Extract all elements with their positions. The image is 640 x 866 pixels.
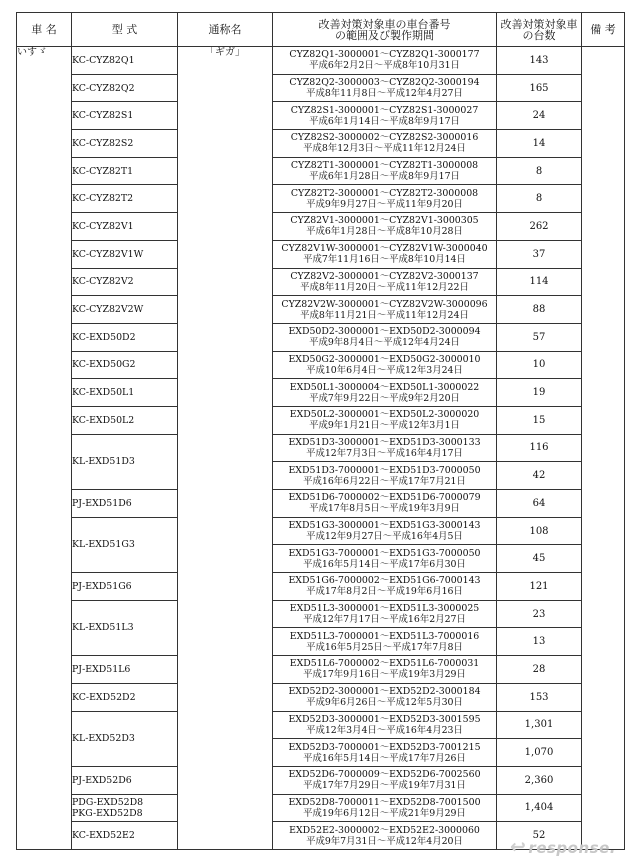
model-code: KC-CYZ82S2 [72,137,134,149]
range-cell [273,434,497,462]
range-cell [273,656,497,684]
serial-range: EXD51L3-3000001～EXD51L3-3000025 [289,603,480,615]
range-cell [273,711,497,739]
model-code: KC-CYZ82V1W [72,248,144,260]
model-cell [72,240,178,268]
serial-range: EXD50L1-3000004～EXD50L1-3000022 [289,381,480,393]
production-period: 平成8年12月3日～平成11年12月24日 [303,143,466,155]
model-code: KL-EXD51D3 [72,456,135,468]
range-cell [273,323,497,351]
production-period: 平成9年9月27日～平成11年9月20日 [306,198,463,210]
table-row [17,406,625,434]
table-row [17,351,625,379]
model-cell [72,434,178,489]
header-range [273,13,497,47]
table-row [17,573,625,601]
production-period: 平成9年6月26日～平成12年5月30日 [306,697,463,709]
range-cell [273,74,497,102]
model-cell [72,296,178,324]
count-cell: 14 [497,130,582,158]
table-row [17,185,625,213]
count-cell: 10 [497,351,582,379]
serial-range: CYZ82Q2-3000003～CYZ82Q2-3000194 [289,77,480,89]
model-cell [72,600,178,655]
serial-range: CYZ82V2W-3000001～CYZ82V2W-3000096 [281,298,488,310]
response-logo-icon: ↩ [510,836,527,858]
serial-range: EXD50L2-3000001～EXD50L2-3000020 [289,409,480,421]
table-row [17,711,625,739]
model-cell [72,130,178,158]
production-period: 平成9年7月31日～平成12年4月20日 [306,835,463,847]
model-code: KC-CYZ82V1 [72,220,134,232]
range-cell [273,185,497,213]
model-code: KC-CYZ82Q2 [72,82,135,94]
watermark-logo [510,836,616,858]
model-cell [72,47,178,75]
count-cell: 8 [497,185,582,213]
range-cell [273,130,497,158]
count-cell: 57 [497,323,582,351]
production-period: 平成7年9月22日～平成9年2月20日 [309,392,460,404]
model-code: KC-CYZ82Q1 [72,54,135,66]
production-period: 平成6年1月28日～平成8年10月28日 [306,226,463,238]
model-code: KL-EXD52D3 [72,733,135,745]
table-row [17,74,625,102]
model-code: KL-EXD51L3 [72,622,134,634]
header-count [497,13,582,47]
header-remarks: 備 考 [582,13,625,47]
serial-range: EXD51L6-7000002～EXD51L6-7000031 [289,658,480,670]
range-cell [273,600,497,628]
table-row [17,323,625,351]
header-row [17,13,625,47]
model-cell [72,517,178,572]
production-period: 平成12年7月3日～平成16年4月17日 [306,447,463,459]
model-cell [72,185,178,213]
model-code: KC-EXD50L1 [72,387,135,399]
count-cell: 1,070 [497,739,582,767]
range-cell [273,517,497,545]
model-cell [72,157,178,185]
production-period: 平成8年11月20日～平成11年12月22日 [300,281,469,293]
count-cell: 37 [497,240,582,268]
production-period: 平成12年7月17日～平成16年2月27日 [303,614,466,626]
table-row [17,517,625,545]
table-body [17,47,625,850]
serial-range: EXD52E2-3000002～EXD52E2-3000060 [289,824,480,836]
serial-range: CYZ82V1-3000001～CYZ82V1-3000305 [290,215,479,227]
remarks-cell [582,47,625,850]
model-cell [72,794,178,822]
model-code: KC-EXD50G2 [72,359,136,371]
range-cell [273,213,497,241]
range-cell [273,102,497,130]
table-row [17,766,625,794]
count-cell: 143 [497,47,582,75]
range-cell [273,739,497,767]
model-code: PJ-EXD52D6 [72,774,132,786]
count-cell: 121 [497,573,582,601]
table-row [17,434,625,462]
production-period: 平成9年1月21日～平成12年3月1日 [309,420,460,432]
model-code: PJ-EXD51G6 [72,580,132,592]
recall-table [16,12,625,850]
serial-range: CYZ82V1W-3000001～CYZ82V1W-3000040 [281,243,488,255]
range-cell [273,240,497,268]
model-code: KC-CYZ82T2 [72,193,134,205]
serial-range: CYZ82T2-3000001～CYZ82T2-3000008 [290,187,479,199]
count-cell: 2,360 [497,766,582,794]
model-cell [72,573,178,601]
count-cell: 153 [497,683,582,711]
model-cell [72,711,178,766]
count-cell: 116 [497,434,582,462]
model-cell [72,766,178,794]
serial-range: EXD52D3-7000001～EXD52D3-7001215 [288,741,481,753]
count-cell: 19 [497,379,582,407]
count-cell: 1,301 [497,711,582,739]
serial-range: EXD52D2-3000001～EXD52D2-3000184 [288,686,481,698]
model-code: PDG-EXD52D8 [72,796,144,808]
range-cell [273,351,497,379]
model-code: KC-CYZ82V2W [72,304,144,316]
range-cell [273,822,497,850]
range-cell [273,268,497,296]
serial-range: EXD51G3-7000001～EXD51G3-7000050 [288,547,481,559]
range-cell [273,573,497,601]
serial-range: CYZ82S2-3000002～CYZ82S2-3000016 [290,132,479,144]
production-period: 平成8年11月8日～平成12年4月27日 [306,88,463,100]
model-cell [72,323,178,351]
production-period: 平成6年1月14日～平成8年9月17日 [309,115,460,127]
count-cell: 15 [497,406,582,434]
production-period: 平成16年5月25日～平成17年7月8日 [306,641,463,653]
header-count-text: 改善対策対象車 の台数 [500,17,578,42]
count-cell: 28 [497,656,582,684]
count-cell: 64 [497,490,582,518]
serial-range: EXD52D6-7000009～EXD52D6-7002560 [288,769,481,781]
model-cell [72,74,178,102]
production-period: 平成10年6月4日～平成12年3月24日 [306,364,463,376]
table-row [17,130,625,158]
model-cell [72,822,178,850]
model-code: KC-EXD52E2 [72,830,135,842]
production-period: 平成12年3月4日～平成16年4月23日 [306,724,463,736]
serial-range: EXD51G6-7000002～EXD51G6-7000143 [288,575,481,587]
serial-range: EXD52D3-3000001～EXD52D3-3001595 [288,713,481,725]
count-cell: 13 [497,628,582,656]
maker-cell: いすゞ [17,47,72,850]
range-cell [273,462,497,490]
serial-range: CYZ82V2-3000001～CYZ82V2-3000137 [290,270,479,282]
production-period: 平成16年5月14日～平成17年6月30日 [303,558,466,570]
model-cell [72,406,178,434]
model-cell [72,683,178,711]
count-cell: 23 [497,600,582,628]
model-code: KC-EXD50D2 [72,331,136,343]
header-maker: 車 名 [17,13,72,47]
model-cell [72,656,178,684]
production-period: 平成9年8月4日～平成12年4月24日 [309,337,460,349]
model-code: KC-CYZ82S1 [72,110,134,122]
count-cell: 24 [497,102,582,130]
production-period: 平成19年6月12日～平成21年9月29日 [303,807,466,819]
serial-range: EXD52D8-7000011～EXD52D8-7001500 [288,796,481,808]
header-nickname: 通称名 [178,13,273,47]
serial-range: EXD50G2-3000001～EXD50G2-3000010 [288,353,481,365]
range-cell [273,296,497,324]
model-code: KC-CYZ82V2 [72,276,134,288]
range-cell [273,490,497,518]
range-cell [273,628,497,656]
table-row [17,683,625,711]
model-code: KC-EXD50L2 [72,414,135,426]
table-row [17,656,625,684]
production-period: 平成16年5月14日～平成17年7月26日 [303,752,466,764]
header-model: 型 式 [72,13,178,47]
serial-range: EXD51D3-7000001～EXD51D3-7000050 [288,464,481,476]
table-row [17,157,625,185]
nickname-cell: 「ギガ」 [178,47,273,850]
model-cell [72,268,178,296]
table-row [17,600,625,628]
count-cell: 42 [497,462,582,490]
serial-range: EXD50D2-3000001～EXD50D2-3000094 [288,326,481,338]
range-cell [273,157,497,185]
table-row [17,102,625,130]
model-code: KL-EXD51G3 [72,539,135,551]
table-row [17,296,625,324]
model-code: PKG-EXD52D8 [72,807,143,819]
production-period: 平成17年8月2日～平成19年6月16日 [306,586,463,598]
production-period: 平成6年2月2日～平成8年10月31日 [309,60,460,72]
model-cell [72,351,178,379]
count-cell: 45 [497,545,582,573]
serial-range: EXD51G3-3000001～EXD51G3-3000143 [288,520,481,532]
model-code: KC-CYZ82T1 [72,165,134,177]
count-cell: 88 [497,296,582,324]
production-period: 平成8年11月21日～平成11年12月24日 [300,309,469,321]
production-period: 平成17年9月16日～平成19年3月29日 [303,669,466,681]
range-cell [273,545,497,573]
serial-range: CYZ82T1-3000001～CYZ82T1-3000008 [290,160,479,172]
model-cell [72,490,178,518]
header-range-text: 改善対策対象車の車台番号 の範囲及び製作期間 [318,17,451,42]
model-code: PJ-EXD51L6 [72,663,131,675]
table-row [17,268,625,296]
count-cell: 108 [497,517,582,545]
production-period: 平成17年8月5日～平成19年3月9日 [309,503,460,515]
serial-range: EXD51L3-7000001～EXD51L3-7000016 [289,630,480,642]
model-cell [72,213,178,241]
table-row [17,490,625,518]
table-row [17,240,625,268]
model-cell [72,379,178,407]
range-cell [273,406,497,434]
count-cell: 165 [497,74,582,102]
count-cell: 114 [497,268,582,296]
model-code: PJ-EXD51D6 [72,497,132,509]
table-row [17,379,625,407]
production-period: 平成12年9月27日～平成16年4月5日 [306,531,463,543]
serial-range: EXD51D6-7000002～EXD51D6-7000079 [288,492,481,504]
count-cell: 8 [497,157,582,185]
table-row [17,794,625,822]
model-code: KC-EXD52D2 [72,691,136,703]
range-cell [273,794,497,822]
range-cell [273,766,497,794]
count-cell: 52 [497,822,582,850]
serial-range: CYZ82S1-3000001～CYZ82S1-3000027 [290,104,479,116]
table-row [17,47,625,75]
range-cell [273,47,497,75]
serial-range: CYZ82Q1-3000001～CYZ82Q1-3000177 [289,49,480,61]
count-cell: 262 [497,213,582,241]
serial-range: EXD51D3-3000001～EXD51D3-3000133 [288,436,481,448]
production-period: 平成16年6月22日～平成17年7月21日 [303,475,466,487]
model-cell [72,102,178,130]
production-period: 平成17年7月29日～平成19年7月31日 [303,780,466,792]
production-period: 平成6年1月28日～平成8年9月17日 [309,171,460,183]
table-row [17,213,625,241]
production-period: 平成7年11月16日～平成8年10月14日 [303,254,466,266]
watermark-text: response. [528,839,616,857]
range-cell [273,683,497,711]
count-cell: 1,404 [497,794,582,822]
range-cell [273,379,497,407]
